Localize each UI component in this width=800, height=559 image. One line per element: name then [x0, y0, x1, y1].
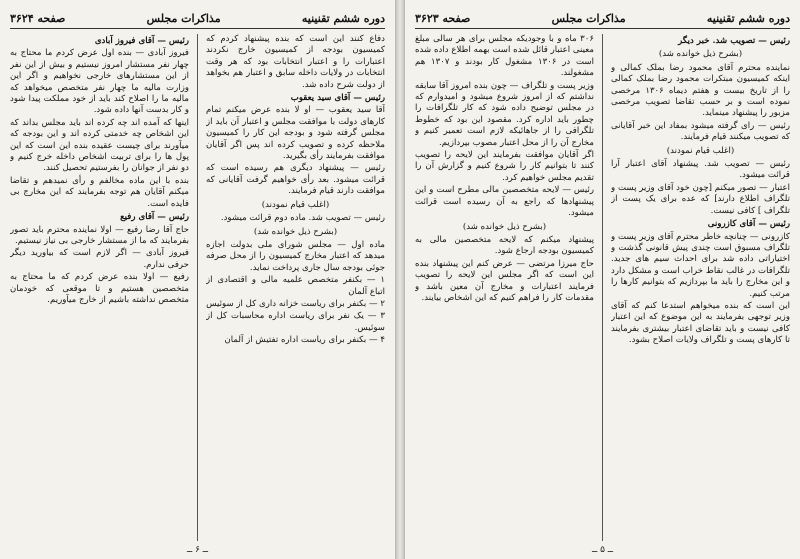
- paragraph: ۳ — یک نفر برای ریاست اداره محاسبات کل از سوئیس.: [206, 311, 385, 333]
- right-page-left-column: [415, 34, 594, 541]
- paragraph: نماینده محترم آقای محمود رضا بملک کمالی و اینکه کمیسیون مبتکرات محمود رضا بملک کمالی را از تاریخ بیست و هفتم دیماه ۱۳۰۶ مرخصی نموده است و بر حسب تقاضا تصویب مرخصی مزبور را پیشنهاد مینماید.: [611, 62, 790, 119]
- paragraph: رئیس — رای گرفته میشود بمفاد این خبر آقایانی که تصویب میکنند قیام فرمایند.: [611, 120, 790, 143]
- left-folio: ــ ۶ ــ: [186, 545, 209, 555]
- paragraph: ۳۰۶ ماه و با وجودیکه مجلس برای هر سالی مبلغ معینی اعتبار قائل شده است بهمه اطلاع داده شده است در ۱۳۰۶ مشغول کار بودند و ۱۳۰۷ هم مشغولند.: [415, 34, 594, 79]
- paragraph: ۲ — بکنفر برای ریاست خزانه داری کل از سوئیس: [206, 298, 385, 309]
- left-running-header: [10, 8, 385, 29]
- left-session-label: دوره ششم تقنینیه: [301, 11, 385, 25]
- column-divider: [197, 34, 198, 541]
- paragraph: اگر آقایان موافقت بفرمایند این لایحه را تصویب کنند تا بتوانیم کار را شروع کنیم و گزارش آن را تقدیم مجلس خواهیم کرد.: [415, 150, 594, 183]
- right-session-label: دوره ششم تقنینیه: [706, 11, 790, 25]
- speaker-heading: رئیس — تصویب شد. خبر دیگر: [678, 36, 790, 46]
- left-page-left-column: [10, 34, 189, 541]
- paragraph: رئیس — تصویب شد. پیشنهاد آقای اعتبار آرا قرائت میشود.: [611, 159, 790, 181]
- procedural-note: (اغلب قیام نمودند): [666, 145, 735, 156]
- right-journal-title: مذاكرات مجلس: [551, 11, 626, 25]
- procedural-note: (اغلب قیام نمودند): [261, 199, 330, 210]
- paragraph: فیروز آبادی — بنده اول عرض کردم ما محتاج به چهار نفر مستشار امروز نیستیم و بیش از این نفر از این مستشارهای خارجی نخواهیم و اگر این وزارت مالیه ما چهار نفر متخصص میخواهد که مالیه ما را اصلاح کند باید از خود مملکت پیدا شود و کار بدست آنها داده شود.: [10, 48, 189, 116]
- paragraph: کازرونی — چنانچه خاطر محترم آقای وزیر پست و تلگراف مسبوق است چندی پیش قانونی گذشت و اختیاراتی داده شد برای احداث سیم های جدید. تلگرافات در غالب نقاط خراب است و مشکل دارد و این مخارج را باید ما بپردازیم که بتوانیم کارها را مرتب کنیم.: [611, 231, 790, 299]
- paragraph: آقا سید یعقوب — او لا بنده عرض میکنم تمام کارهای دولت با موافقت مجلس و اعتبار آن باید از مجلس گرفته شود و بودجه این کار را کمیسیون ملاحظه کرده و تصویب کرده اند پس اگر آقایان موافقت بفرمایند رأی بگیرید.: [206, 105, 385, 162]
- paragraph: اینها که آمده اند چه کرده اند باید مجلس بداند که این اشخاص چه خدمتی کرده اند و این بودجه که میآورند برای چیست عقیده بنده این است که این پول ها را برای تربیت اشخاص داخله خرج کنیم و دو نفر از جوانان را بفرستیم تحصیل کنند.: [10, 117, 189, 174]
- left-page-right-column: [206, 34, 385, 541]
- paragraph: اعتبار — تصور میکنم [چون خود آقای وزیر پست و تلگراف اطلاع دارند] که عده برای یک پست از تلگراف ] کافی نیست.: [611, 182, 790, 216]
- speaker-heading: رئیس — آقای کازرونی: [707, 219, 790, 230]
- paragraph: حاج میرزا مرتضی — عرض کنم این پیشنهاد بنده این است که اگر مجلس این لایحه را تصویب فرمایند اعتبارات و مخارج آن معین باشد و مقدمات کار را فراهم کنیم که این اشخاص بیایند.: [415, 258, 594, 303]
- paragraph: وزیر پست و تلگراف — چون بنده امروز آقا سابقه نداشتم که از امروز شروع میشود و امیدوارم که در مجلس توضیح داده شود که کار تلگرافات را چطور باید اداره کرد. مقصود این بود که خطوط تلگرافی را از جاهائیکه لازم است تعمیر کنیم و مخارج آن را از محل اعتبار مصوب بپردازیم.: [415, 80, 594, 148]
- right-page-right-column: [611, 34, 790, 541]
- procedural-note: (بشرح ذیل خوانده شد): [658, 49, 743, 60]
- book-gutter: [396, 0, 404, 559]
- column-divider: [602, 34, 603, 541]
- left-page-number: صفحه ۳۶۲۴: [10, 11, 66, 25]
- paragraph: رفیع — اولا بنده عرض کردم که ما محتاج به متخصصین هستیم و تا موقعی که خودمان متخصص نداشته باشیم از خارج میآوریم.: [10, 272, 189, 305]
- paragraph: این است که بنده میخواهم استدعا کنم که آقای وزیر توجهی بفرمایند به این موضوع که این اعتبار کافی نیست و باید تقاضای اعتبار بیشتری بفرمایند تا کارهای پست و تلگراف ولایات اصلاح بشود.: [611, 300, 790, 346]
- left-page: [0, 0, 396, 559]
- paragraph: فیروز آبادی — اگر لازم است که بیاورید دیگر حرفی ندارم.: [10, 248, 189, 270]
- paragraph: ۱ — بکنفر متخصص علمیه مالی و اقتصادی از اتباع آلمان: [206, 275, 385, 297]
- speaker-heading: رئیس — آقای سید یعقوب: [290, 93, 385, 104]
- right-page-number: صفحه ۳۶۲۳: [415, 11, 471, 25]
- paragraph: رئیس — پیشنهاد دیگری هم رسیده است که قرائت میشود. بعد رأی خواهیم گرفت آقایانی که موافقت دارند قیام فرمایند.: [206, 163, 385, 197]
- paragraph: دفاع کنند این است که بنده پیشنهاد کردم که کمیسیون بودجه از کمیسیون خارج نکردند اعتبارات را و اعتبار انتخابات بود که هر وقت انتخابات در ولایات داخله سابق و اعتبار هم بخواهد از دولت شرح داده شد.: [206, 34, 385, 90]
- left-columns: [10, 34, 385, 541]
- speaker-heading: رئیس — آقای رفیع: [120, 212, 189, 223]
- right-columns: [415, 34, 790, 541]
- paragraph: حاج آقا رضا رفیع — اولا نماینده محترم باید تصور بفرمایند که ما از مستشار خارجی بی نیاز نیستیم.: [10, 224, 189, 246]
- speaker-heading: رئیس — آقای فیروز آبادی: [94, 36, 189, 46]
- right-page: [404, 0, 800, 559]
- procedural-note: (بشرح ذیل خوانده شد): [253, 226, 338, 237]
- left-journal-title: مذاكرات مجلس: [146, 11, 221, 25]
- paragraph: ۴ — بکنفر برای ریاست اداره تفتیش از آلمان: [224, 335, 385, 346]
- paragraph: رئیس — تصویب شد. ماده دوم قرائت میشود.: [220, 213, 385, 224]
- right-running-header: [415, 8, 790, 29]
- paragraph: رئیس — لایحه متخصصین مالی مطرح است و این پیشنهادها که راجع به آن رسیده است قرائت میشود.: [415, 185, 594, 219]
- procedural-note: (بشرح ذیل خوانده شد): [462, 221, 547, 232]
- paragraph: پیشنهاد میکنم که لایحه متخصصین مالی به کمیسیون بودجه ارجاع شود.: [415, 234, 594, 257]
- paragraph: بنده با این ماده مخالفم و رأی نمیدهم و تقاضا میکنم آقایان هم توجه بفرمایند که این مخارج بی فایده است.: [10, 175, 189, 209]
- right-folio: ــ ۵ ــ: [591, 545, 614, 555]
- paragraph: ماده اول — مجلس شورای ملی بدولت اجازه میدهد که اعتبار مخارج کمیسیون را از محل صرفه جوئی بودجه سال جاری پرداخت نماید.: [206, 239, 385, 273]
